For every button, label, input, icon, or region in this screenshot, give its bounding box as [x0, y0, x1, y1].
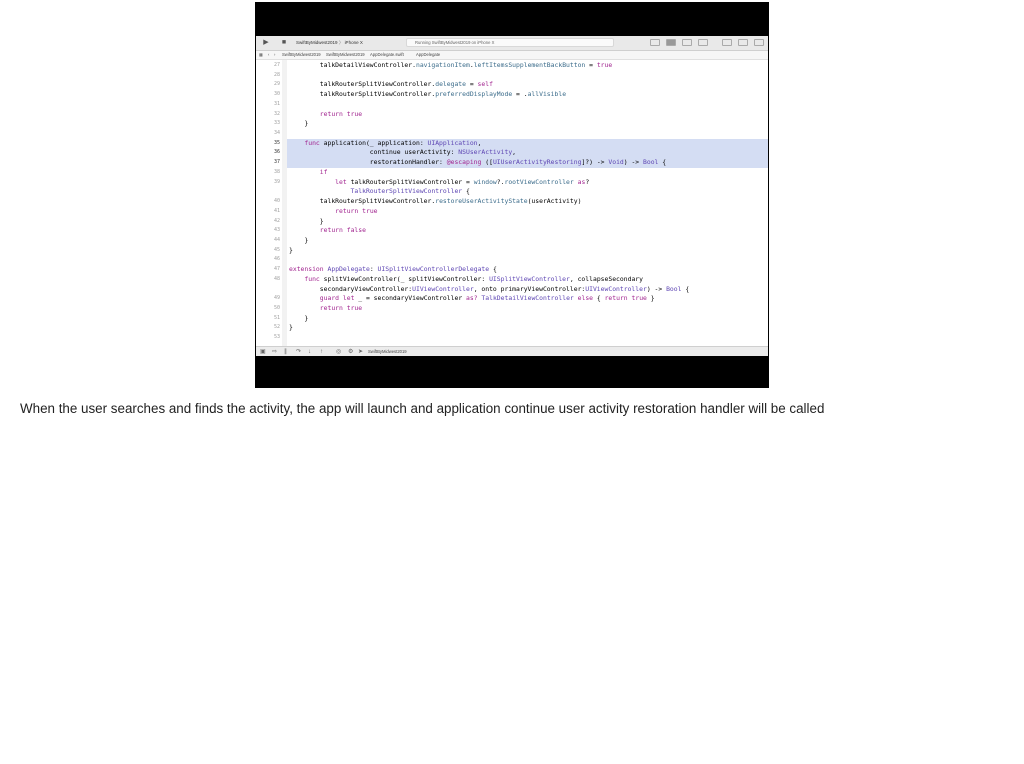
- code-line[interactable]: [289, 178, 589, 188]
- code-token: application(_ application:: [319, 138, 428, 147]
- line-number: 44: [273, 236, 280, 243]
- code-token: guard: [289, 294, 340, 303]
- breadcrumb-file[interactable]: AppDelegate.swift: [370, 52, 404, 57]
- code-token: {: [489, 265, 497, 274]
- line-number: 48: [273, 275, 280, 282]
- code-token: self: [477, 80, 493, 89]
- line-number: 28: [273, 71, 280, 78]
- code-token: ) ->: [646, 284, 667, 293]
- xcode-window: [256, 36, 768, 356]
- line-number: 34: [273, 130, 280, 137]
- code-token: = .: [512, 90, 528, 99]
- debug-target: SwiftByMidwest2019: [368, 349, 407, 354]
- code-token: ?.: [496, 177, 505, 186]
- code-token: UISplitViewController: [489, 274, 570, 283]
- code-token: as?: [466, 294, 478, 303]
- code-token: func: [289, 138, 320, 147]
- slide-caption: When the user searches and finds the activity, the app will launch and application continue user activity restoration handler will be called: [20, 401, 825, 416]
- code-line[interactable]: [289, 80, 493, 90]
- code-token: Bool: [643, 158, 659, 167]
- change-bar: [282, 60, 287, 346]
- code-token: continue userActivity:: [289, 148, 459, 157]
- line-number: 33: [273, 120, 280, 127]
- line-number: 29: [273, 81, 280, 88]
- code-token: UIViewController: [585, 284, 647, 293]
- code-line[interactable]: [289, 265, 497, 275]
- code-line[interactable]: [289, 304, 362, 314]
- step-in-icon[interactable]: ↓: [308, 349, 311, 355]
- line-number: 42: [273, 217, 280, 224]
- line-number: 35: [273, 139, 280, 146]
- code-line[interactable]: [289, 226, 366, 236]
- source-editor[interactable]: [256, 60, 768, 346]
- code-token: UISplitViewControllerDelegate: [377, 265, 490, 274]
- code-token: talkRouterSplitViewController.: [289, 197, 436, 206]
- code-token: {: [658, 158, 667, 167]
- code-line[interactable]: [289, 119, 308, 129]
- code-token: UIUserActivityRestoring: [492, 158, 582, 167]
- stop-icon[interactable]: ■: [281, 39, 287, 46]
- code-token: else: [577, 294, 594, 303]
- code-token: talkRouterSplitViewController =: [346, 177, 474, 186]
- code-token: }: [646, 294, 655, 303]
- code-token: splitViewController(_ splitViewController:: [319, 274, 490, 283]
- line-number: 45: [273, 246, 280, 253]
- code-token: secondaryViewController:: [289, 284, 413, 293]
- code-token: leftItemsSupplementBackButton: [473, 61, 586, 69]
- code-token: .: [469, 61, 474, 69]
- pause-icon[interactable]: ∥: [284, 349, 287, 355]
- related-items-icon[interactable]: ▦: [259, 52, 263, 57]
- line-number: 51: [273, 314, 280, 321]
- code-token: delegate: [435, 80, 466, 89]
- device-name: iPhone X: [344, 40, 363, 45]
- play-icon[interactable]: ▶: [263, 39, 269, 46]
- code-token: Bool: [666, 284, 682, 293]
- line-number: 39: [273, 178, 280, 185]
- code-token: restorationHandler:: [289, 158, 447, 167]
- code-token: ?: [585, 177, 590, 186]
- code-token: {: [462, 187, 470, 196]
- code-token: }: [289, 235, 309, 244]
- code-line[interactable]: [289, 168, 327, 178]
- code-token: talkRouterSplitViewController.: [289, 80, 436, 89]
- editor-assistant-icon[interactable]: [682, 39, 692, 46]
- code-token: allVisible: [527, 90, 567, 99]
- xcode-toolbar: [256, 36, 768, 51]
- code-line[interactable]: [289, 294, 655, 304]
- code-token: if: [289, 167, 328, 176]
- line-number: 32: [273, 110, 280, 117]
- code-token: =: [466, 80, 478, 89]
- code-token: navigationItem: [415, 61, 470, 69]
- code-token: preferredDisplayMode: [435, 90, 513, 99]
- code-line[interactable]: [289, 158, 666, 168]
- code-token: true: [596, 61, 613, 69]
- debug-bar: [256, 346, 768, 356]
- status-text: Running SwiftByMidwest2019 on iPhone X: [415, 40, 495, 45]
- line-number: 40: [273, 198, 280, 205]
- code-token: TalkRouterSplitViewController: [289, 187, 463, 196]
- line-number: 52: [273, 324, 280, 331]
- code-token: restoreUserActivityState: [435, 197, 528, 206]
- line-number: 41: [273, 207, 280, 214]
- code-token: :: [369, 265, 378, 274]
- code-token: ]?) ->: [581, 158, 609, 167]
- code-line[interactable]: [289, 110, 362, 120]
- back-button[interactable]: ‹: [268, 52, 270, 57]
- activity-status: [406, 38, 614, 47]
- code-line[interactable]: [289, 314, 308, 324]
- code-token: true: [631, 294, 647, 303]
- code-token: }: [289, 313, 309, 322]
- line-number: [258, 285, 280, 295]
- code-token: window: [473, 177, 497, 186]
- code-token: false: [346, 226, 366, 235]
- navigator-toggle-icon[interactable]: [722, 39, 732, 46]
- code-token: NSUserActivity: [458, 148, 513, 157]
- code-token: return: [289, 226, 343, 235]
- code-line[interactable]: [289, 217, 324, 227]
- code-token: return: [289, 109, 343, 118]
- code-token: (userActivity): [527, 197, 582, 206]
- code-token: talkRouterSplitViewController.: [289, 90, 436, 99]
- line-number: 43: [273, 227, 280, 234]
- code-line[interactable]: [289, 197, 581, 207]
- view-debugger-icon[interactable]: ◎: [336, 349, 342, 355]
- code-token: extension: [289, 265, 324, 274]
- code-token: return: [604, 294, 628, 303]
- code-token: }: [289, 119, 309, 128]
- code-token: UIApplication: [427, 138, 478, 147]
- code-line[interactable]: [289, 285, 689, 295]
- slide-frame: [255, 2, 769, 388]
- forward-button[interactable]: ›: [274, 52, 276, 57]
- code-token: {: [593, 294, 605, 303]
- scheme-selector[interactable]: [296, 38, 363, 47]
- code-token: AppDelegate: [327, 265, 370, 274]
- step-out-icon[interactable]: ↑: [320, 349, 323, 355]
- scheme-name: SwiftByMidwest2019: [296, 40, 338, 45]
- line-number: 27: [273, 62, 280, 68]
- line-number: 49: [273, 295, 280, 302]
- code-token: as: [577, 177, 586, 186]
- code-token: let: [289, 177, 347, 186]
- code-token: true: [346, 109, 363, 118]
- editor-version-icon[interactable]: [698, 39, 708, 46]
- debug-toggle-icon[interactable]: [738, 39, 748, 46]
- inspector-toggle-icon[interactable]: [754, 39, 764, 46]
- code-token: }: [289, 323, 293, 332]
- breakpoints-toggle-icon[interactable]: ⇨: [272, 349, 278, 355]
- jump-bar: [256, 51, 768, 60]
- line-number: 36: [273, 149, 280, 156]
- breadcrumb-project[interactable]: SwiftByMidwest2019: [282, 52, 321, 57]
- code-token: }: [289, 245, 293, 254]
- code-line[interactable]: [289, 236, 308, 246]
- library-icon[interactable]: [650, 39, 660, 46]
- editor-standard-icon[interactable]: [666, 39, 676, 46]
- code-line[interactable]: [289, 275, 643, 285]
- code-token: return: [289, 304, 343, 312]
- code-token: Void: [608, 158, 624, 167]
- code-token: {: [681, 284, 690, 293]
- line-number: 50: [273, 305, 280, 311]
- code-token: TalkDetailViewController: [481, 294, 574, 303]
- code-token: true: [346, 304, 363, 312]
- code-line[interactable]: [289, 139, 481, 149]
- code-token: =: [585, 61, 597, 69]
- step-over-icon[interactable]: ↷: [296, 349, 302, 355]
- code-token: , onto primaryViewController:: [473, 284, 586, 293]
- code-token: ) ->: [623, 158, 644, 167]
- line-number: 37: [273, 159, 280, 166]
- code-token: UIViewController: [412, 284, 474, 293]
- code-token: return: [289, 206, 359, 215]
- code-line[interactable]: [289, 246, 293, 256]
- breadcrumb-symbol[interactable]: AppDelegate: [416, 52, 441, 57]
- memory-graph-icon[interactable]: ⚙: [348, 349, 354, 355]
- hide-debug-area-icon[interactable]: ▣: [260, 349, 266, 355]
- line-number: 47: [273, 266, 280, 273]
- line-number: [258, 187, 280, 197]
- code-token: func: [289, 274, 320, 283]
- location-icon[interactable]: ➤: [358, 349, 364, 355]
- code-token: talkDetailViewController.: [289, 61, 416, 69]
- breadcrumb-group[interactable]: SwiftByMidwest2019: [326, 52, 365, 57]
- line-number: 46: [273, 256, 280, 263]
- code-line[interactable]: [289, 187, 470, 197]
- code-token: ,: [512, 148, 517, 157]
- code-token: _ = secondaryViewController: [354, 294, 467, 303]
- scheme-separator: 〉: [338, 40, 344, 45]
- line-number: 30: [273, 91, 280, 98]
- code-token: }: [289, 216, 324, 225]
- code-token: , collapseSecondary: [569, 274, 643, 283]
- code-line[interactable]: [289, 148, 516, 158]
- code-token: ,: [477, 138, 482, 147]
- line-number: 53: [273, 334, 280, 341]
- code-line[interactable]: [289, 61, 612, 71]
- code-token: ([: [481, 158, 493, 167]
- code-line[interactable]: [289, 90, 566, 100]
- code-line[interactable]: [289, 207, 378, 217]
- code-token: true: [362, 206, 378, 215]
- code-line[interactable]: [289, 323, 293, 333]
- code-token: rootViewController: [504, 177, 574, 186]
- code-token: let: [342, 294, 355, 303]
- code-token: @escaping: [446, 158, 482, 167]
- line-number: 38: [273, 168, 280, 175]
- line-number: 31: [273, 100, 280, 107]
